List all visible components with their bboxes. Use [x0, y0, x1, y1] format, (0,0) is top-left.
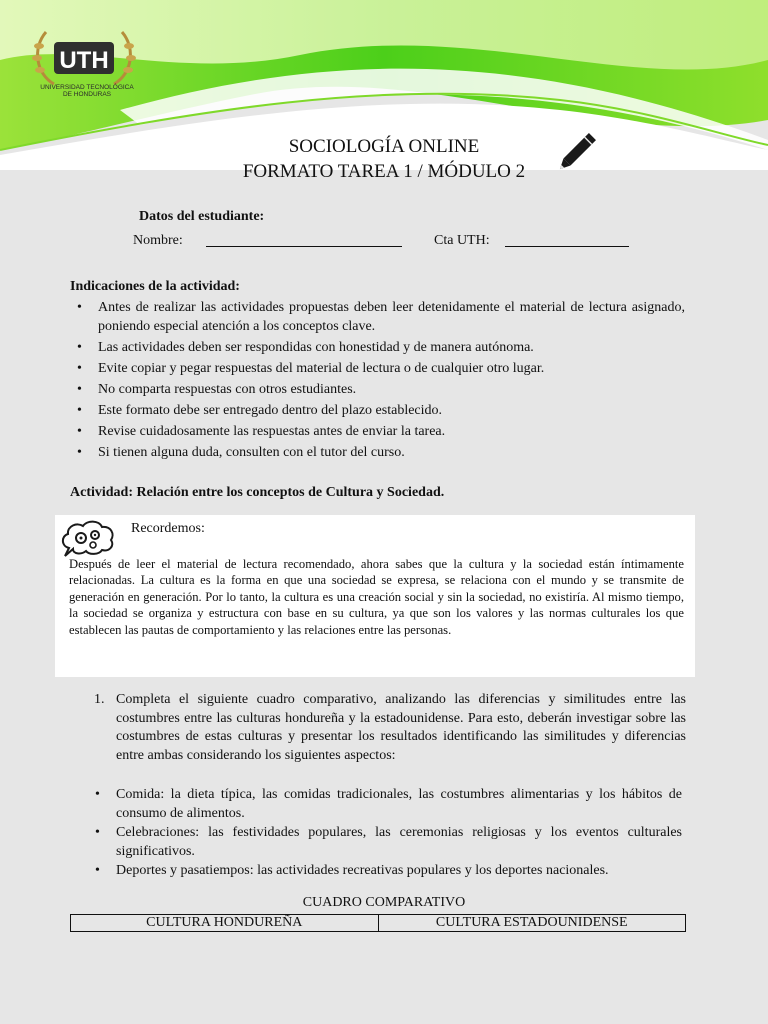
student-data-heading: Datos del estudiante:	[139, 209, 265, 224]
task-item	[94, 691, 686, 765]
logo-name: UNIVERSIDAD TECNOLÓGICA DE HONDURAS	[40, 84, 134, 98]
account-field[interactable]	[505, 246, 629, 247]
aspect-item: • Celebraciones: las festividades populares, las ceremonias religiosas y los eventos culturales significativos.	[88, 823, 682, 861]
comparison-table	[70, 914, 686, 932]
task-text: Completa el siguiente cuadro comparativo, analizando las diferencias y similitudes entre las costumbres entre las culturas hondureña y la estadounidense. Para esto, deberán investigar sobre las costumbres de estas culturas y presentar los resultados identificando las similitudes y diferencias entre ambas considerando los siguientes aspectos:	[116, 692, 686, 763]
recall-heading: Recordemos:	[131, 521, 205, 536]
table-caption: CUADRO COMPARATIVO	[302, 895, 466, 910]
page-subtitle: FORMATO TAREA 1 / MÓDULO 2	[242, 161, 526, 182]
instruction-item: • Este formato debe ser entregado dentro del plazo establecido.	[70, 401, 685, 420]
instructions-heading: Indicaciones de la actividad:	[70, 279, 240, 294]
aspect-item: • Deportes y pasatiempos: las actividades recreativas populares y los deportes nacionales.	[88, 861, 682, 880]
name-field[interactable]	[206, 246, 402, 247]
recall-body: Después de leer el material de lectura recomendado, ahora sabes que la cultura y la sociedad están íntimamente relacionadas. La cultura es la forma en que una sociedad se expresa, se relaciona con el mundo y se transmite de generación en generación. Por lo tanto, la cultura es una creación social y sin la sociedad, no existiría. Al mismo tiempo, la sociedad se organiza y estructura con base en su cultura, ya que son los valores y las normas culturales los que establecen las pautas de comportamiento y las relaciones entre las personas.	[69, 557, 684, 637]
aspects-list	[88, 785, 682, 880]
name-label: Nombre:	[133, 233, 183, 248]
instruction-item: • No comparta respuestas con otros estudiantes.	[70, 380, 685, 399]
aspect-item: • Comida: la dieta típica, las comidas tradicionales, las costumbres alimentarias y los hábitos de consumo de alimentos.	[88, 785, 682, 823]
instruction-item: • Las actividades deben ser respondidas con honestidad y de manera autónoma.	[70, 338, 685, 357]
instruction-item: • Antes de realizar las actividades propuestas deben leer detenidamente el material de lectura asignado, poniendo especial atención a los conceptos clave.	[70, 298, 685, 336]
logo-abbr: UTH	[59, 47, 109, 74]
instructions-list	[70, 298, 685, 462]
task-number: 1.	[94, 692, 105, 707]
instruction-item: • Revise cuidadosamente las respuestas antes de enviar la tarea.	[70, 422, 685, 441]
activity-title: Actividad: Relación entre los conceptos de Cultura y Sociedad.	[70, 485, 445, 500]
table-header-usa: CULTURA ESTADOUNIDENSE	[378, 915, 686, 932]
page-title: SOCIOLOGÍA ONLINE	[288, 136, 480, 157]
instruction-item: • Evite copiar y pegar respuestas del material de lectura o de cualquier otro lugar.	[70, 359, 685, 378]
recall-box	[55, 515, 695, 677]
thinking-gears-icon	[59, 518, 117, 558]
instruction-item: • Si tienen alguna duda, consulten con el tutor del curso.	[70, 443, 685, 462]
pencil-icon	[556, 128, 602, 172]
table-header-honduras: CULTURA HONDUREÑA	[71, 915, 379, 932]
account-label: Cta UTH:	[434, 233, 490, 248]
